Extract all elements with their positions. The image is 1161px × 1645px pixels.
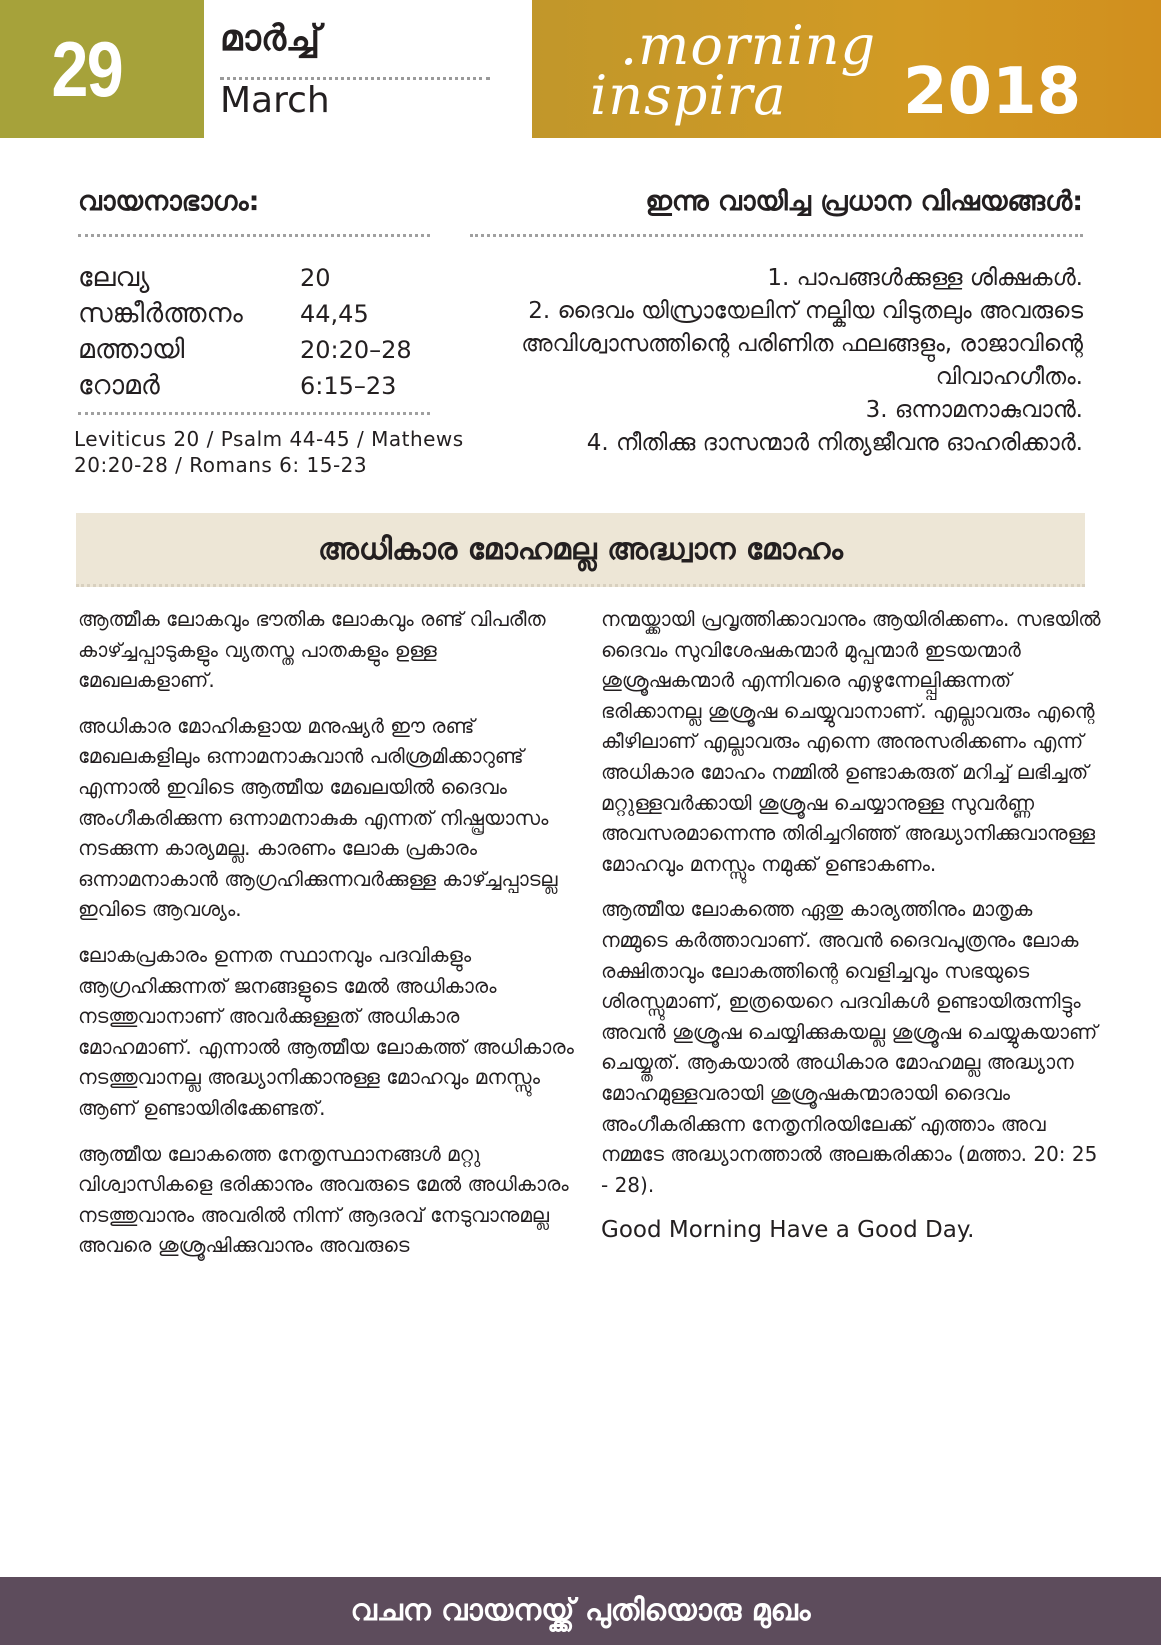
article-paragraph: ആത്മീക ലോകവും ഭൗതിക ലോകവും രണ്ട് വിപരീത കാഴ്ച്ചപ്പാടുകളും വ്യതസ്ത പാതകളും ഉള്ള മേഖലകളാണ്. bbox=[78, 607, 546, 693]
reading-table-divider bbox=[78, 412, 430, 415]
topic-item: 2. ദൈവം യിസ്രായേലിന് നല്കിയ വിടുതലും അവരുടെ അവിശ്വാസത്തിന്റെ പരിണിത ഫലങ്ങളും, രാജാവിന്റെ വിവാഹഗീതം. bbox=[521, 298, 1083, 390]
reading-row bbox=[78, 260, 412, 296]
topic-item: 3. ഒന്നാമനാകുവാൻ. bbox=[865, 397, 1083, 423]
topic-item: 4. നീതിക്കു ദാസന്മാർ നിത്യജീവനു ഓഹരിക്കാർ. bbox=[586, 430, 1083, 456]
article-paragraph: ആത്മീയ ലോകത്തെ നേതൃസ്ഥാനങ്ങൾ മറ്റു വിശ്വാസികളെ ഭരിക്കാനും അവരുടെ മേൽ അധികാരം നടത്തുവാനും അവരിൽ നിന്ന് ആദരവ് നേടുവാനുമല്ല അവരെ ശുശ്രൂഷിക്കുവാനും അവരുടെ bbox=[78, 1141, 569, 1258]
reading-row bbox=[78, 368, 412, 404]
article-column-left bbox=[78, 604, 578, 1276]
reading-english: Leviticus 20 / Psalm 44-45 / Mathews 20:20-28 / Romans 6: 15-23 bbox=[74, 427, 464, 477]
closing-greeting: Good Morning Have a Good Day. bbox=[601, 1217, 975, 1244]
article-paragraph: ആത്മീയ ലോകത്തെ ഏതു കാര്യത്തിനും മാതൃക നമ്മുടെ കർത്താവാണ്. അവൻ ദൈവപുത്രനും ലോക രക്ഷിതാവും ലോകത്തിന്റെ വെളിച്ചവും സഭയുടെ ശിരസ്സുമാണ്, ഇത്രയെറെ പദവികൾ ഉണ്ടായിരുന്നിട്ടും അവൻ ശുശ്രൂഷ ചെയ്യിക്കുകയല്ല ശുശ്രൂഷ ചെയ്യുകയാണ് ചെയ്യ്തത്. ആകയാൽ അധികാര മോഹമല്ല അദ്ധ്യാന മോഹമുള്ളവരായി ശുശ്രൂഷകന്മാരായി ദൈവം അംഗീകരിക്കുന്ന നേതൃനിരയിലേക്ക് എത്താം അവ നമ്മടേ അദ്ധ്യാനത്താൽ അലങ്കരിക്കാം (മത്താ. 20: 25 - 28). bbox=[601, 897, 1098, 1197]
month-english: March bbox=[220, 80, 330, 121]
reading-book: സങ്കീർത്തനം bbox=[78, 298, 243, 329]
article-paragraph: ലോകപ്രകാരം ഉന്നത സ്ഥാനവും പദവികളും ആഗ്രഹിക്കുന്നത് ജനങ്ങളുടെ മേൽ അധികാരം നടത്തുവാനാണ് അവർക്കുള്ളത് അധികാര മോഹമാണ്. എന്നാൽ ആത്മീയ ലോകത്ത് അധികാരം നടത്തുവാനല്ല അദ്ധ്യാനിക്കാനുള്ള മോഹവും മനസ്സും ആണ് ഉണ്ടായിരിക്കേണ്ടത്. bbox=[78, 942, 574, 1120]
reading-heading-divider bbox=[78, 234, 430, 237]
reading-ref: 6:15–23 bbox=[300, 372, 397, 400]
reading-heading: വായനാഭാഗം: bbox=[78, 186, 260, 217]
article-title: അധികാര മോഹമല്ല അദ്ധ്വാന മോഹം bbox=[318, 532, 843, 567]
reading-book: റോമർ bbox=[78, 370, 160, 401]
topics-heading: ഇന്നു വായിച്ച പ്രധാന വിഷയങ്ങൾ: bbox=[645, 186, 1083, 217]
article-paragraph: അധികാര മോഹികളായ മനുഷ്യർ ഈ രണ്ട് മേഖലകളിലും ഒന്നാമനാകുവാൻ പരിശ്രമിക്കാറുണ്ട് എന്നാൽ ഇവിടെ ആത്മീയ മേഖലയിൽ ദൈവം അംഗീകരിക്കുന്ന ഒന്നാമനാകുക എന്നത് നിഷ്പ്രയാസം നടക്കുന്ന കാര്യമല്ല. കാരണം ലോക പ്രകാരം ഒന്നാമനാകാൻ ആഗ്രഹിക്കുന്നവർക്കുള്ള കാഴ്ച്ചപ്പാടല്ല ഇവിടെ ആവശ്യം. bbox=[78, 713, 558, 922]
brand-logo-line2: inspira bbox=[590, 64, 787, 127]
topics-heading-divider bbox=[470, 234, 1083, 237]
article-paragraph: നന്മയ്ക്കായി പ്രവൃത്തിക്കാവാനും ആയിരിക്കണം. സഭയിൽ ദൈവം സുവിശേഷകന്മാർ മുപ്പന്മാർ ഇടയന്മാർ ശുശ്രൂഷകന്മാർ എന്നിവരെ എഴുന്നേല്പ്പിക്കുന്നത് ഭരിക്കാനല്ല ശുശ്രൂഷ ചെയ്യുവാനാണ്. എല്ലാവരും എന്റെ കീഴിലാണ് എല്ലാവരും എന്നെ അനുസരിക്കണം എന്ന് അധികാര മോഹം നമ്മിൽ ഉണ്ടാകരുത് മറിച്ച് ലഭിച്ചത് മറ്റുള്ളവർക്കായി ശുശ്രൂഷ ചെയ്യാനുള്ള സുവർണ്ണ അവസരമാന്നെന്നു തിരിച്ചറിഞ്ഞ് അദ്ധ്യാനിക്കുവാനുള്ള മോഹവും മനസ്സും നമുക്ക് ഉണ്ടാകണം. bbox=[601, 607, 1101, 876]
topics-list bbox=[470, 262, 1083, 460]
reading-ref: 20:20–28 bbox=[300, 336, 412, 364]
reading-book: ലേവ്യ bbox=[78, 262, 150, 293]
reading-ref: 44,45 bbox=[300, 300, 369, 328]
month-malayalam: മാർച്ച് bbox=[220, 18, 321, 59]
reading-ref: 20 bbox=[300, 264, 331, 292]
article-column-right bbox=[601, 604, 1101, 1246]
reading-row bbox=[78, 332, 412, 368]
day-number: 29 bbox=[0, 0, 173, 138]
brand-logo-line1: .morning bbox=[620, 14, 877, 77]
brand-year: 2018 bbox=[903, 55, 1082, 129]
footer-tagline: വചന വായനയ്ക്ക് പുതിയൊരു മുഖം bbox=[350, 1593, 811, 1628]
reading-book: മത്തായി bbox=[78, 334, 185, 365]
reading-table bbox=[78, 260, 412, 404]
reading-row bbox=[78, 296, 412, 332]
topic-item: 1. പാപങ്ങൾക്കുള്ള ശിക്ഷകൾ. bbox=[767, 265, 1083, 291]
